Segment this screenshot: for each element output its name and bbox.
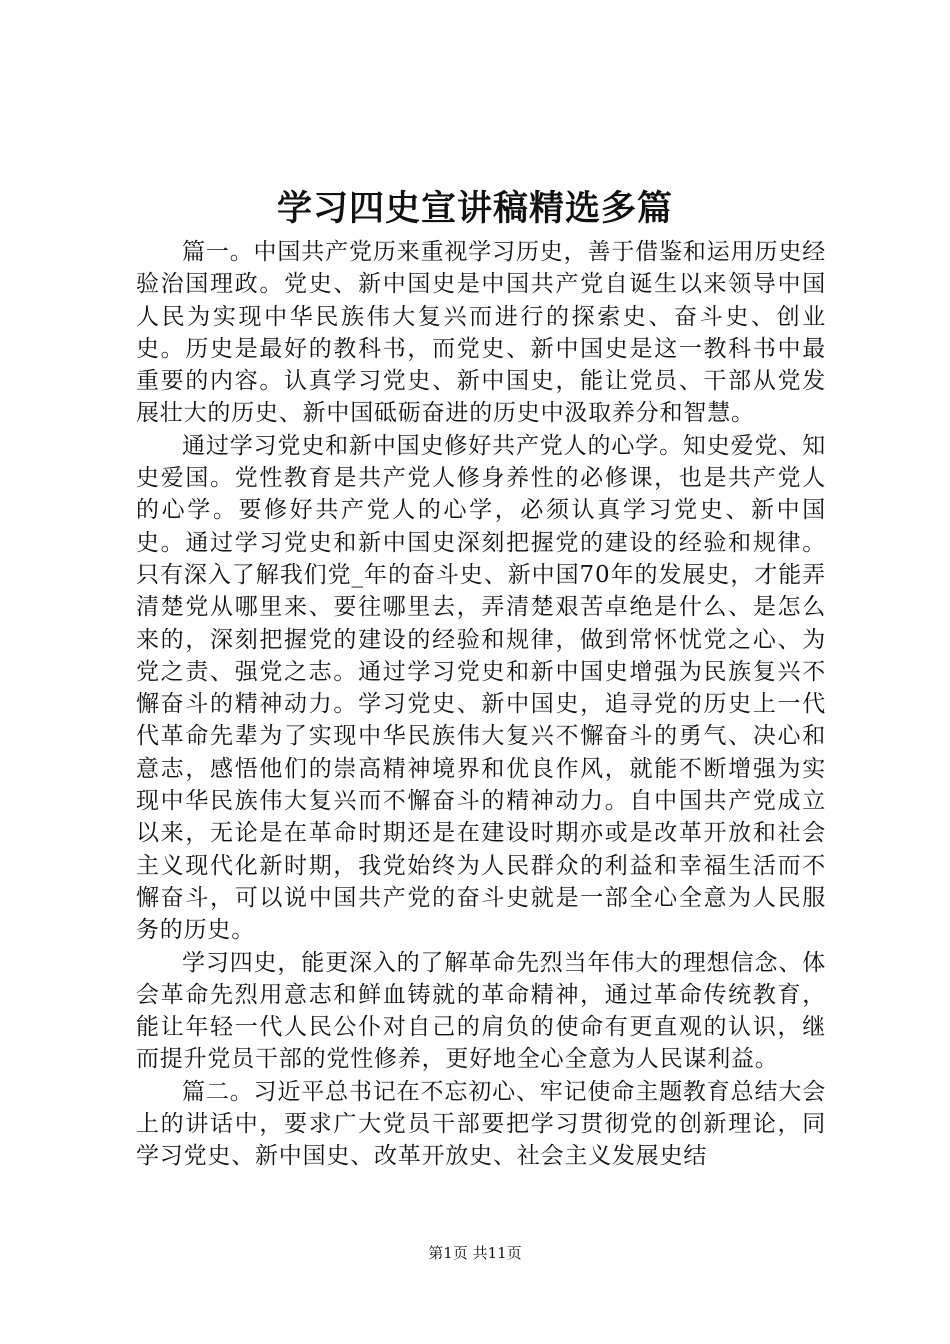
document-body xyxy=(136,236,826,1173)
document-title: 学习四史宣讲稿精选多篇 xyxy=(276,188,673,229)
page-footer: 第1页 共11页 xyxy=(428,1244,522,1262)
paragraph-2: 通过学习党史和新中国史修好共产党人的心学。知史爱党、知史爱国。党性教育是共产党人修身养性的必修课，也是共产党人的心学。要修好共产党人的心学，必须认真学习党史、新中国史。通过学习党史和新中国史深刻把握党的建设的经验和规律。只有深入了解我们党_年的奋斗史、新中国70年的发展史，才能弄清楚党从哪里来、要往哪里去，弄清楚艰苦卓绝是什么、是怎么来的，深刻把握党的建设的经验和规律，做到常怀忧党之心、为党之责、强党之志。通过学习党史和新中国史增强为民族复兴不懈奋斗的精神动力。学习党史、新中国史，追寻党的历史上一代代革命先辈为了实现中华民族伟大复兴不懈奋斗的勇气、决心和意志，感悟他们的崇高精神境界和优良作风，就能不断增强为实现中华民族伟大复兴而不懈奋斗的精神动力。自中国共产党成立以来，无论是在革命时期还是在建设时期亦或是改革开放和社会主义现代化新时期，我党始终为人民群众的利益和幸福生活而不懈奋斗，可以说中国共产党的奋斗史就是一部全心全意为人民服务的历史。 xyxy=(136,432,826,944)
paragraph-4: 篇二。习近平总书记在不忘初心、牢记使命主题教育总结大会上的讲话中，要求广大党员干部要把学习贯彻党的创新理论，同学习党史、新中国史、改革开放史、社会主义发展史结 xyxy=(136,1078,826,1170)
paragraph-1: 篇一。中国共产党历来重视学习历史，善于借鉴和运用历史经验治国理政。党史、新中国史是中国共产党自诞生以来领导中国人民为实现中华民族伟大复兴而进行的探索史、奋斗史、创业史。历史是最好的教科书，而党史、新中国史是这一教科书中最重要的内容。认真学习党史、新中国史，能让党员、干部从党发展壮大的历史、新中国砥砺奋进的历史中汲取养分和智慧。 xyxy=(136,239,826,427)
paragraph-3: 学习四史，能更深入的了解革命先烈当年伟大的理想信念、体会革命先烈用意志和鲜血铸就的革命精神，通过革命传统教育，能让年轻一代人民公仆对自己的肩负的使命有更直观的认识，继而提升党员干部的党性修养，更好地全心全意为人民谋利益。 xyxy=(136,949,826,1073)
